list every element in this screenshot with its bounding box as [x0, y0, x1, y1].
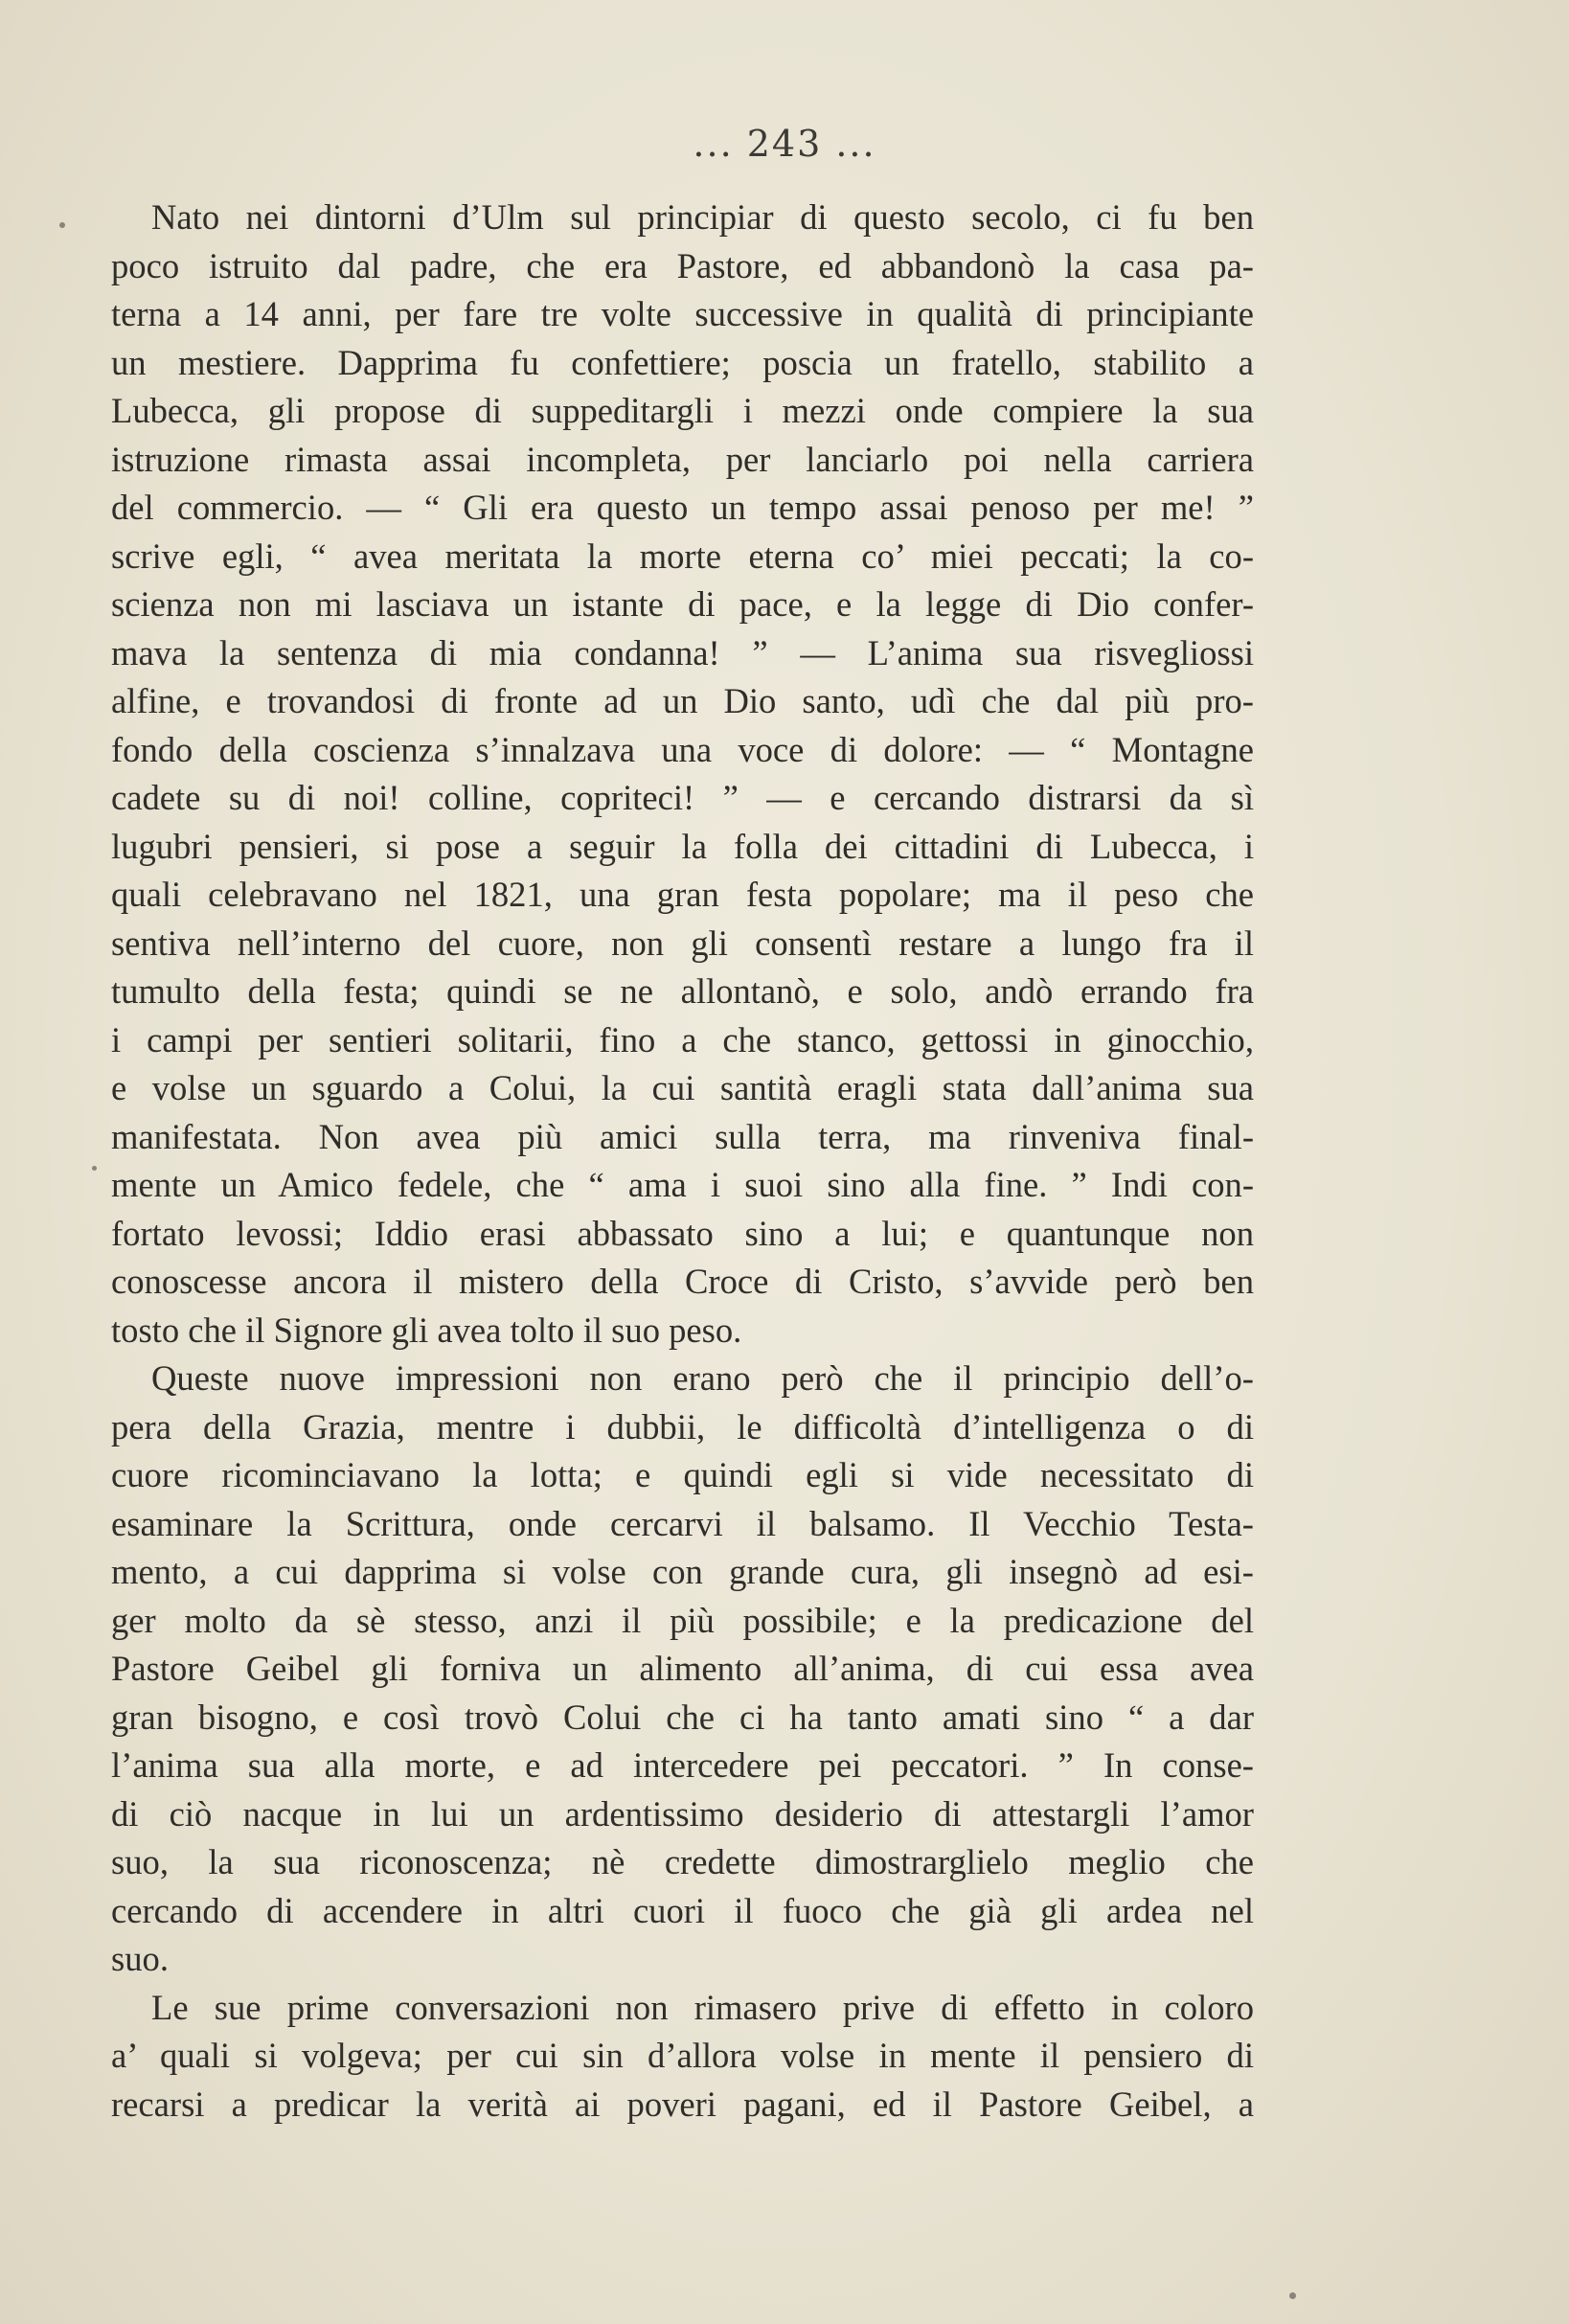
- text-line: i campi per sentieri solitarii, fino a che stanco, gettossi in ginocchio,: [111, 1019, 1254, 1059]
- text-line: recarsi a predicar la verità ai poveri pagani, ed il Pastore Geibel, a: [111, 2084, 1254, 2124]
- text-line: Nato nei dintorni d’Ulm sul principiar di questo secolo, ci fu ben: [151, 197, 1254, 237]
- text-line: tumulto della festa; quindi se ne allontanò, e solo, andò errando fra: [111, 971, 1254, 1011]
- paper-speck: [92, 1166, 97, 1171]
- text-line: tosto che il Signore gli avea tolto il suo peso.: [111, 1310, 742, 1350]
- text-line: conoscesse ancora il mistero della Croce di Cristo, s’avvide però ben: [111, 1262, 1254, 1301]
- text-line: pera della Grazia, mentre i dubbii, le difficoltà d’intelligenza o di: [111, 1406, 1254, 1447]
- text-line: suo.: [111, 1939, 169, 1978]
- text-line: Lubecca, gli propose di suppeditargli i mezzi onde compiere la sua: [111, 391, 1254, 430]
- text-line: di ciò nacque in lui un ardentissimo desiderio di attestargli l’amor: [111, 1793, 1254, 1834]
- text-line: mava la sentenza di mia condanna! ” — L’anima sua risvegliossi: [111, 632, 1254, 672]
- text-line: fondo della coscienza s’innalzava una voce di dolore: — “ Montagne: [111, 729, 1254, 769]
- text-line: l’anima sua alla morte, e ad intercedere pei peccatori. ” In conse-: [111, 1745, 1254, 1785]
- text-line: scienza non mi lasciava un istante di pace, e la legge di Dio confer-: [111, 584, 1254, 624]
- text-line: sentiva nell’interno del cuore, non gli consentì restare a lungo fra il: [111, 923, 1254, 963]
- text-line: gran bisogno, e così trovò Colui che ci ha tanto amati sino “ a dar: [111, 1697, 1254, 1737]
- text-line: Queste nuove impressioni non erano però che il principio dell’o-: [151, 1358, 1254, 1398]
- text-line: mento, a cui dapprima si volse con grande cura, gli insegnò ad esi-: [111, 1552, 1254, 1591]
- text-line: poco istruito dal padre, che era Pastore, ed abbandonò la casa pa-: [111, 245, 1254, 285]
- text-line: lugubri pensieri, si pose a seguir la folla dei cittadini di Lubecca, i: [111, 826, 1254, 866]
- text-line: ger molto da sè stesso, anzi il più possibile; e la predicazione del: [111, 1600, 1254, 1640]
- text-line: cercando di accendere in altri cuori il fuoco che già gli ardea nel: [111, 1890, 1254, 1930]
- text-line: cuore ricominciavano la lotta; e quindi egli si vide necessitato di: [111, 1455, 1254, 1494]
- paper-speck: [1289, 2292, 1296, 2299]
- text-line: suo, la sua riconoscenza; nè credette dimostrarglielo meglio che: [111, 1842, 1254, 1881]
- text-line: e volse un sguardo a Colui, la cui santità eragli stata dall’anima sua: [111, 1068, 1254, 1107]
- text-line: un mestiere. Dapprima fu confettiere; poscia un fratello, stabilito a: [111, 342, 1254, 382]
- text-line: cadete su di noi! colline, copriteci! ” — e cercando distrarsi da sì: [111, 778, 1254, 817]
- page-number: ... 243 ...: [693, 123, 876, 165]
- text-line: quali celebravano nel 1821, una gran festa popolare; ma il peso che: [111, 875, 1254, 914]
- text-line: esaminare la Scrittura, onde cercarvi il balsamo. Il Vecchio Testa-: [111, 1503, 1254, 1543]
- text-line: terna a 14 anni, per fare tre volte successive in qualità di principiante: [111, 294, 1254, 333]
- text-line: fortato levossi; Iddio erasi abbassato sino a lui; e quantunque non: [111, 1213, 1254, 1253]
- text-line: istruzione rimasta assai incompleta, per lanciarlo poi nella carriera: [111, 439, 1254, 479]
- paper-speck: [59, 222, 65, 228]
- text-line: mente un Amico fedele, che “ ama i suoi sino alla fine. ” Indi con-: [111, 1165, 1254, 1204]
- text-line: scrive egli, “ avea meritata la morte eterna co’ miei peccati; la co-: [111, 535, 1254, 576]
- body-text: [111, 194, 1254, 2129]
- text-line: a’ quali si volgeva; per cui sin d’allora volse in mente il pensiero di: [111, 2036, 1254, 2075]
- text-line: alfine, e trovandosi di fronte ad un Dio santo, udì che dal più pro-: [111, 681, 1254, 720]
- text-line: manifestata. Non avea più amici sulla terra, ma rinveniva final-: [111, 1116, 1254, 1156]
- text-line: del commercio. — “ Gli era questo un tempo assai penoso per me! ”: [111, 488, 1254, 527]
- text-line: Pastore Geibel gli forniva un alimento all’anima, di cui essa avea: [111, 1649, 1254, 1688]
- text-line: Le sue prime conversazioni non rimasero prive di effetto in coloro: [151, 1987, 1254, 2027]
